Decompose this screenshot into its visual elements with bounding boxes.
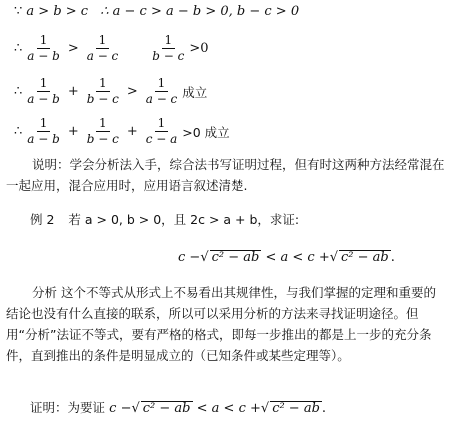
line-fraction-compare: ∴ $\frac{1}{a - b}$ > $\frac{1}{a - c}$ $\frac{1}{b - c}$ >0: [14, 33, 209, 63]
therefore-symbol: ∴: [14, 124, 23, 139]
line-given: [14, 4, 299, 19]
sqrt-sign: √: [329, 250, 339, 265]
sqrt-sign: √: [260, 401, 270, 416]
sqrt-sign: √: [200, 250, 209, 265]
target-inequality: c −√ c² − ab < a < c +√ c² − ab .: [178, 250, 395, 265]
radicand: c² − ab: [341, 250, 389, 265]
line-sum-compare: ∴ $\frac{1}{a - b}$ + $\frac{1}{b - c}$ > $\frac{1}{a - c}$ 成立: [14, 76, 208, 106]
example-statement: 若 a > 0, b > 0，且 2c > a + b，求证:: [68, 212, 300, 227]
proof-prefix: 证明：为要证: [30, 400, 106, 415]
analysis-paragraph: 分析 这个不等式从形式上不易看出其规律性，与我们掌握的定理和重要的结论也没有什么直接的联系，所以可以采用分析的方法来寻找证明途径。但用“分析”法证不等式，要有严格的格式，即每一步推出的都是上一步的充分条件，直到推出的条件是明显成立的（已知条件或某些定理等）。: [6, 285, 436, 363]
proof-line: 证明：为要证 c −√ c² − ab < a < c +√ c² − ab .: [30, 400, 327, 416]
derived-inequality: ∴ a − c > a − b > 0, b − c > 0: [100, 4, 300, 19]
example-label: 例 2: [30, 212, 55, 227]
note-paragraph: 说明：学会分析法入手，综合法书写证明过程，但有时这两种方法经常混在一起应用，混合应用时，应用语言叙述清楚.: [6, 157, 445, 193]
sqrt-sign: √: [131, 401, 140, 416]
radicand: c² − ab: [211, 250, 260, 265]
example-heading: [30, 210, 299, 228]
therefore-symbol: ∴: [14, 41, 23, 56]
therefore-symbol: ∴: [14, 84, 23, 99]
fraction-1-over-a-minus-b: $\frac{1}{a - b}$: [27, 33, 60, 63]
because-symbol: ∵: [14, 4, 23, 19]
fraction-1-over-a-minus-c: $\frac{1}{a - c}$: [86, 33, 119, 63]
line-conclusion: ∴ $\frac{1}{a - b}$ + $\frac{1}{b - c}$ + $\frac{1}{c - a}$ >0 成立: [14, 116, 230, 146]
given-inequality: a > b > c: [26, 4, 89, 19]
fraction-1-over-b-minus-c: $\frac{1}{b - c}$: [152, 33, 185, 63]
